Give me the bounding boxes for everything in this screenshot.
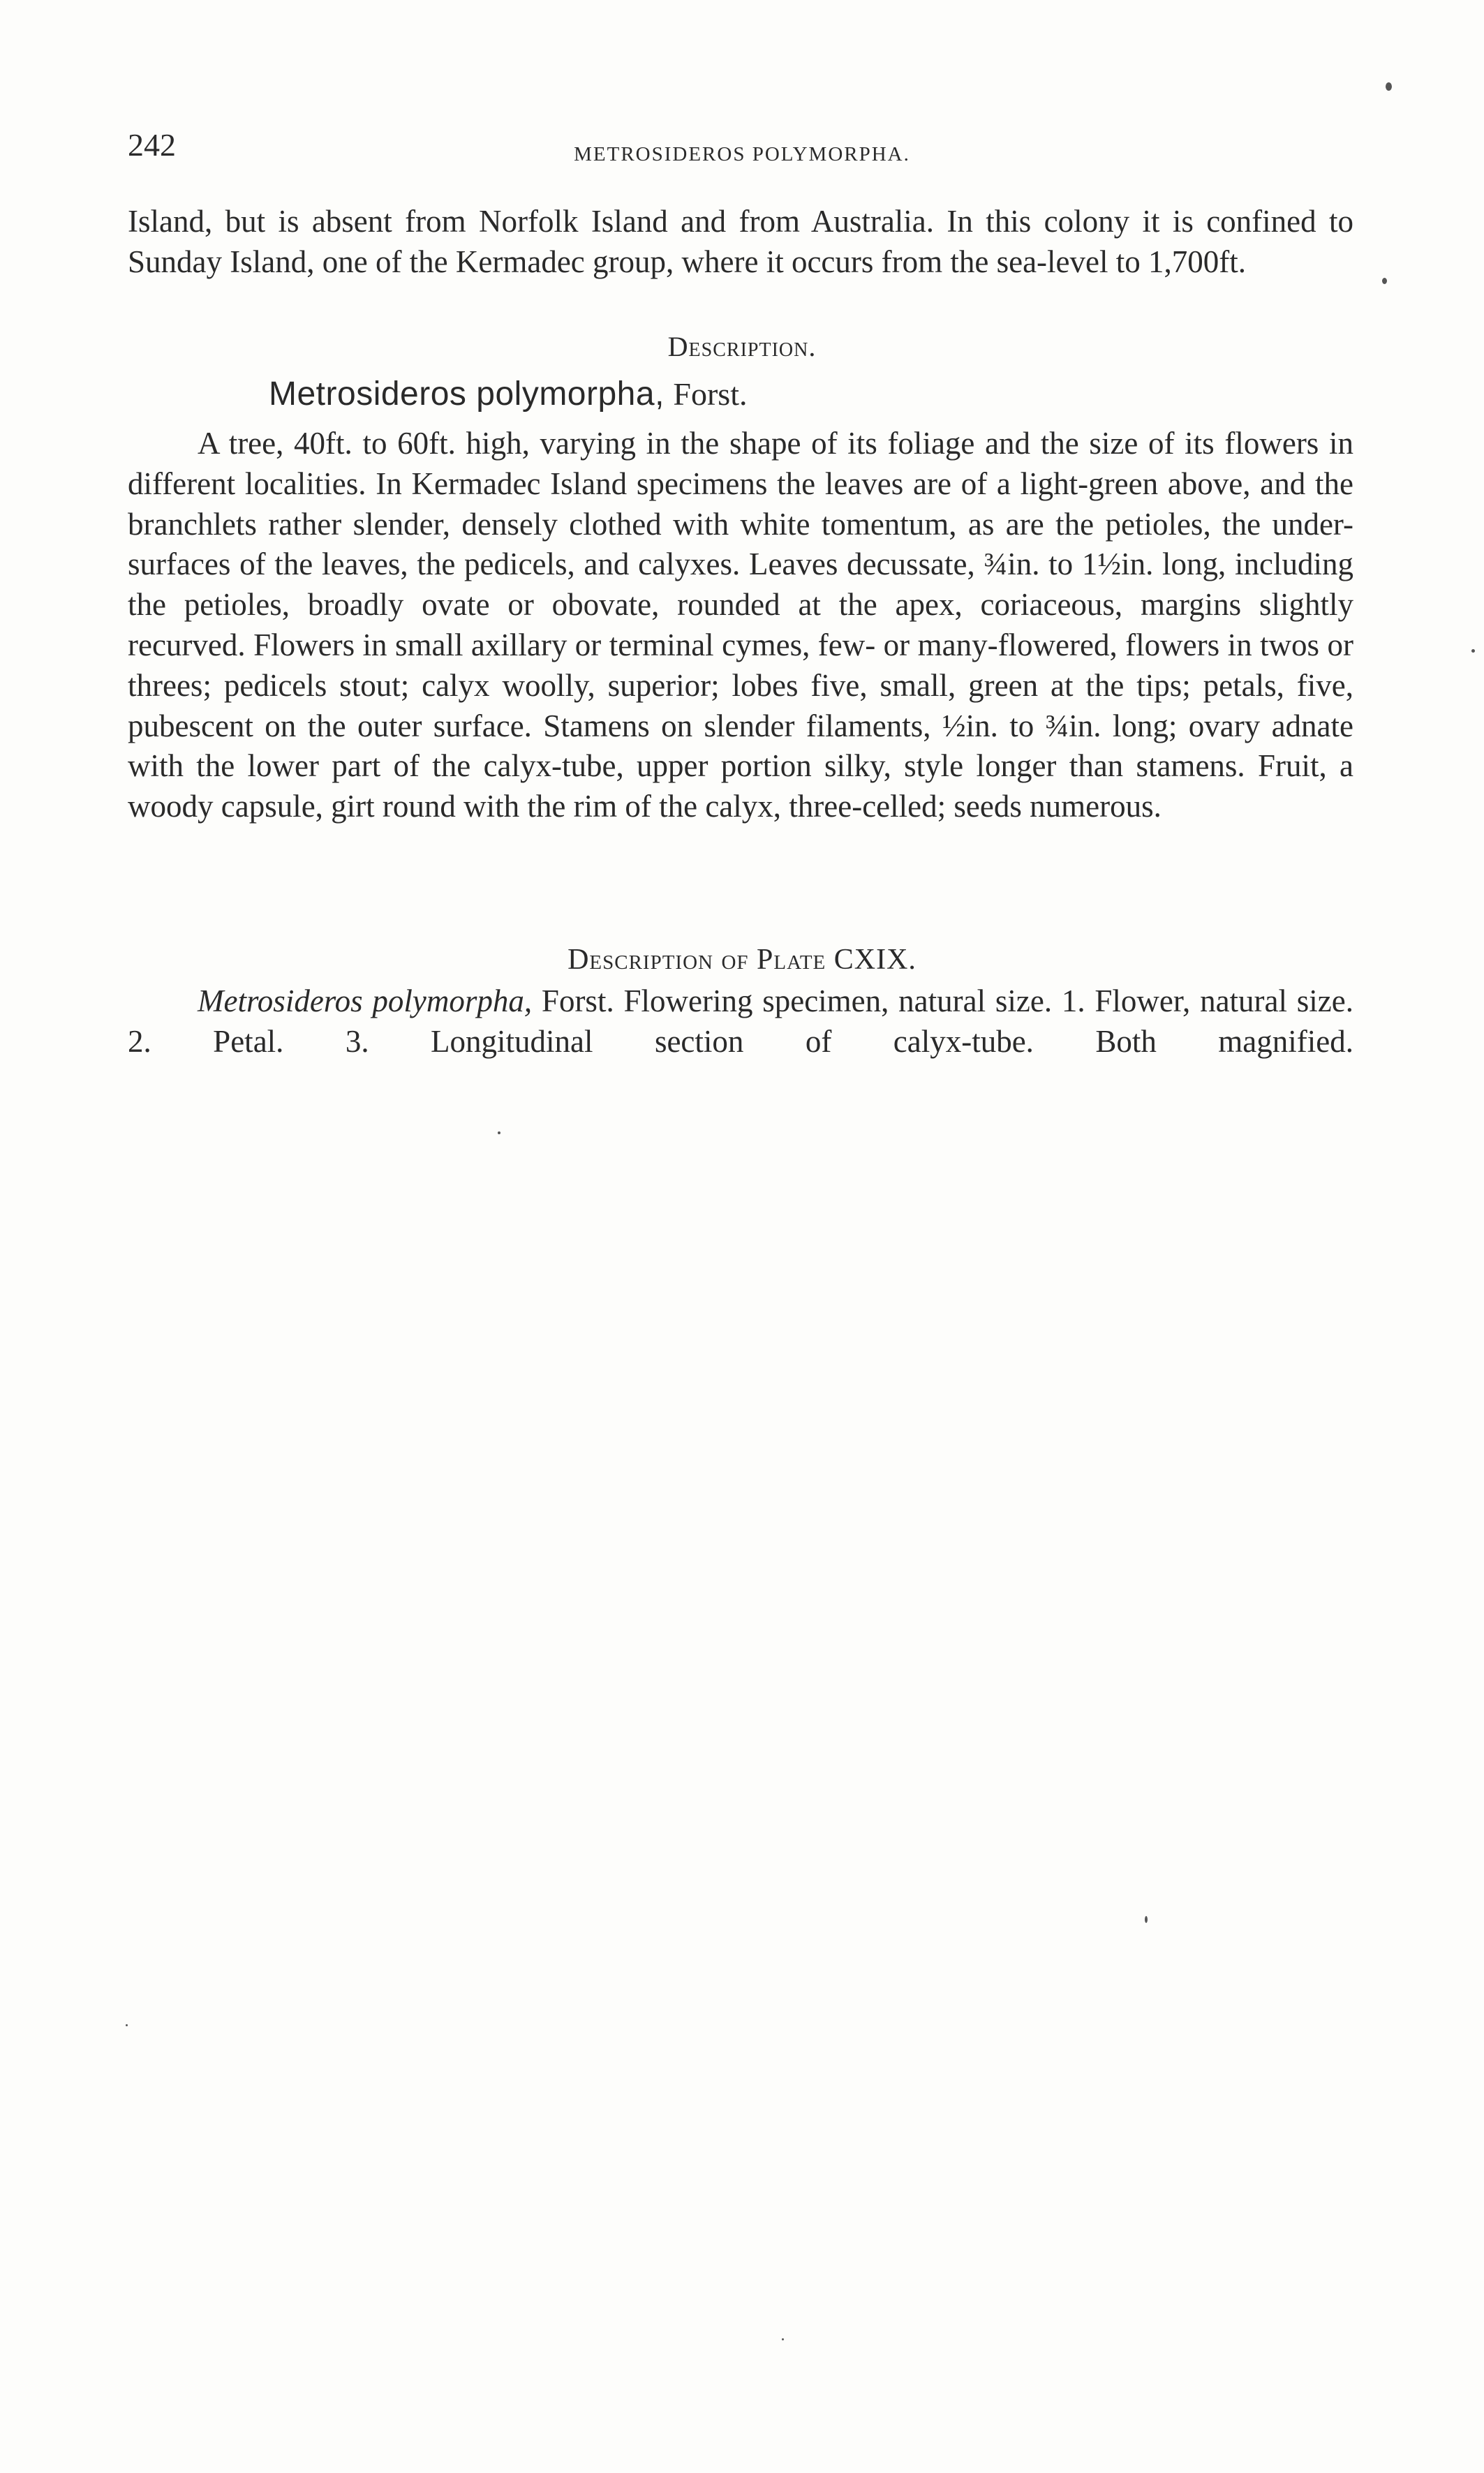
intro-paragraph: Island, but is absent from Norfolk Island and from Australia. In this colony it is confined to Sunday Island, one of the Kermadec group, where it occurs from the sea-level to 1,700ft. xyxy=(128,204,1353,279)
speck xyxy=(1386,82,1392,91)
speck xyxy=(1145,1916,1148,1923)
plate-caption-text: Forst. Flowering specimen, natural size. 1. Flower, natural size. 2. Petal. 3. Longitudinal section of calyx-tube. Both magnified. xyxy=(128,983,1353,1059)
speck xyxy=(1471,649,1475,653)
speck xyxy=(126,2024,128,2026)
speck xyxy=(498,1131,500,1134)
plate-heading: Description of Plate CXIX. xyxy=(567,944,917,976)
page-number: 242 xyxy=(128,127,176,163)
plate-species-italic: Metrosideros polymorpha, xyxy=(198,983,533,1018)
plate-caption xyxy=(128,981,1353,1062)
speck xyxy=(1382,278,1387,284)
description-heading: Description. xyxy=(667,331,817,362)
species-author: Forst. xyxy=(673,376,748,412)
running-title: METROSIDEROS POLYMORPHA. xyxy=(574,143,910,165)
species-name: Metrosideros polymorpha, xyxy=(269,376,665,413)
description-paragraph: A tree, 40ft. to 60ft. high, varying in the shape of its foliage and the size of its flowers in different localities. In Kermadec Island specimens the leaves are of a light-green above, and the branchlets rather slender, densely clothed with white tomentum, as are the petioles, the under-surfaces of the leaves, the pedicels, and calyxes. Leaves decussate, ¾in. to 1½in. long, including the petioles, broadly ovate or obovate, rounded at the apex, coriaceous, margins slightly recurved. Flowers in small axillary or terminal cymes, few- or many-flowered, flowers in twos or threes; pedicels stout; calyx woolly, superior; lobes five, small, green at the tips; petals, five, pubescent on the outer surface. Stamens on slender filaments, ½in. to ¾in. long; ovary adnate with the lower part of the calyx-tube, upper portion silky, style longer than stamens. Fruit, a woody capsule, girt round with the rim of the calyx, three-celled; seeds numerous. xyxy=(128,426,1353,824)
species-heading xyxy=(269,376,748,411)
speck xyxy=(782,2338,784,2340)
